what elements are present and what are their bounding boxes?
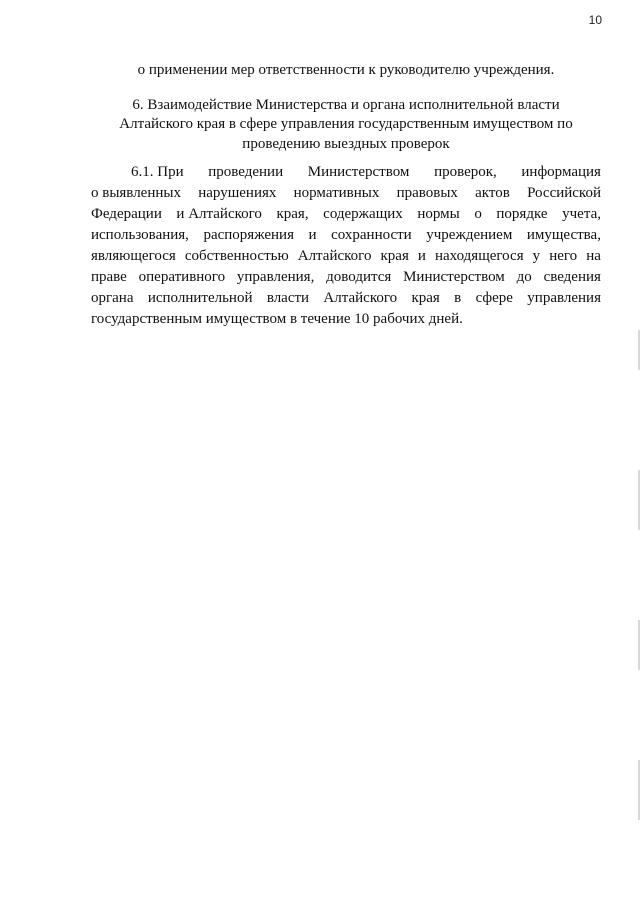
paragraph-word: у [532,248,541,264]
paragraph-word: и Алтайского [176,206,262,222]
page-number: 10 [588,13,602,27]
paragraph-word: праве [91,269,127,285]
section-heading [91,96,601,154]
paragraph-word: края, [276,206,309,222]
paragraph-word: оперативного [138,269,226,285]
paragraph-word: актов [475,185,510,201]
paragraph-word: управления [527,290,601,306]
paragraph-word: 6.1. При [131,164,184,180]
paragraph-word: о [474,206,482,222]
paragraph-word: о выявленных [91,185,181,201]
paragraph-word: до [516,269,532,285]
paragraph-line [91,267,601,288]
paragraph-word: содержащих [323,206,403,222]
paragraph-word: Министерством [307,164,410,180]
paragraph-word: сфере [475,290,513,306]
paragraph-word: Министерством [403,269,505,285]
section-heading-line: 6. Взаимодействие Министерства и органа исполнительной власти [132,97,560,113]
paragraph-word: учреждением [426,227,513,243]
paragraph-6-1 [91,162,601,330]
section-heading-line: Алтайского края в сфере управления государственным имуществом по [119,116,573,133]
paragraph-word: доводится [326,269,392,285]
paragraph-word: нормативных [293,185,380,201]
paragraph-word: Федерации [91,206,162,222]
paragraph-word: собственностью [184,248,289,264]
paragraph-word: нарушениях [198,185,277,201]
paragraph-word: и [417,248,426,264]
paragraph-line [91,309,601,330]
paragraph-word: являющегося [91,248,176,264]
paragraph-word: исполнительной [147,290,253,306]
paragraph-word: порядке [496,206,548,222]
continuation-line: о применении мер ответственности к руководителю учреждения. [137,62,555,78]
paragraph-word: учета, [562,206,601,222]
paragraph-line [91,246,601,267]
paragraph-word: проведении [208,164,284,180]
paragraph-word: управления, [236,269,315,285]
paragraph-line [91,225,601,246]
paragraph-line [91,288,601,309]
paragraph-word: края [411,290,440,306]
paragraph-word: нормы [417,206,460,222]
paragraph-word: власти [266,290,310,306]
section-heading-line: проведению выездных проверок [242,135,450,152]
paragraph-word: проверок, [434,164,497,180]
paragraph-word: края [380,248,409,264]
paragraph-line [91,204,601,225]
paragraph-word: него [549,248,578,264]
paragraph-word: распоряжения [203,227,294,243]
paragraph-word: Алтайского [323,290,398,306]
paragraph-word: Российской [527,185,601,201]
paragraph-word: правовых [396,185,458,201]
paragraph-word: и [308,227,317,243]
paragraph-word: имущества, [526,227,601,243]
paragraph-word: Алтайского [297,248,372,264]
paragraph-word: государственным имуществом в течение 10 рабочих дней. [91,311,463,327]
paragraph-word: на [586,248,601,264]
paragraph-word: в [454,290,462,306]
paragraph-word: информация [521,164,601,180]
paragraph-word: органа [91,290,134,306]
paragraph-line [91,162,601,183]
paragraph-word: сведения [543,269,601,285]
paragraph-line [91,183,601,204]
paragraph-word: сохранности [331,227,412,243]
paragraph-word: находящегося [434,248,524,264]
paragraph-word: использования, [91,227,189,243]
